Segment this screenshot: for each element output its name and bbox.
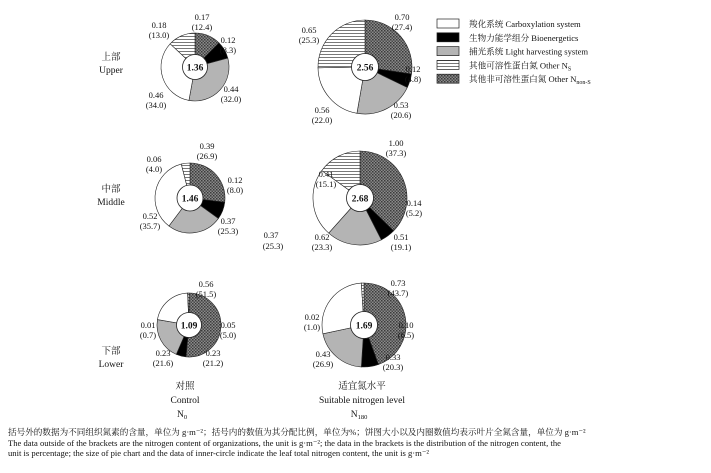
row-label-cn: 上部 <box>101 53 121 63</box>
total-nitrogen-label: 1.09 <box>180 321 198 332</box>
legend-item <box>437 73 591 86</box>
data-label-percent: (26.9) <box>312 359 334 369</box>
data-label-percent: (20.6) <box>390 110 412 120</box>
data-label-value: 0.12 <box>220 35 236 45</box>
total-nitrogen-label: 1.36 <box>186 63 204 74</box>
data-label-percent: (5.2) <box>405 208 423 218</box>
legend-swatch <box>437 19 459 28</box>
data-label-percent: (35.7) <box>139 221 161 231</box>
data-label-percent: (23.3) <box>311 242 333 252</box>
legend-label: 羧化系统 Carboxylation system <box>469 19 581 29</box>
data-label-value: 0.33 <box>385 352 401 362</box>
data-label-percent: (8.0) <box>226 185 244 195</box>
data-label-value: 0.06 <box>146 154 162 164</box>
legend-swatch <box>437 47 459 56</box>
data-label-value: 0.10 <box>398 320 414 330</box>
total-nitrogen-label: 1.69 <box>355 321 373 332</box>
legend-label: 生物力能学组分 Bioenergetics <box>469 32 579 43</box>
legend-item <box>437 32 579 43</box>
pie-middle-control <box>155 163 225 233</box>
data-label-value: 0.23 <box>155 348 171 358</box>
data-label-value: 0.56 <box>198 279 214 289</box>
data-label-percent: (25.3) <box>217 226 239 236</box>
legend-label: 其他可溶性蛋白氮 Other $N_S$ <box>469 60 572 73</box>
legend-swatch <box>437 74 459 83</box>
total-nitrogen-label: 2.68 <box>351 194 369 205</box>
row-label-cn: 中部 <box>101 185 121 195</box>
legend-swatch <box>437 33 459 42</box>
column-label-code: $N_0$ <box>176 410 188 421</box>
total-nitrogen-label: 2.56 <box>356 63 374 74</box>
data-label-percent: (1.0) <box>303 322 321 332</box>
data-label-percent: (34.0) <box>145 100 167 110</box>
caption-line-3: unit is percentage; the size of pie chart and the data of inner-circle indicate the leaf total nitrogen content, the unit is g·m⁻² <box>8 448 429 459</box>
data-label-percent: (21.6) <box>152 358 174 368</box>
row-label-en: Upper <box>99 66 123 76</box>
data-label-value: 0.01 <box>140 320 156 330</box>
data-label-percent: (4.0) <box>145 164 163 174</box>
legend-item <box>437 59 571 72</box>
column-label-cn: 适宜氮水平 <box>338 382 386 392</box>
legend <box>437 18 591 86</box>
data-label-value: 0.41 <box>318 169 334 179</box>
data-label-percent: (25.3) <box>298 35 320 45</box>
data-label-percent: (19.1) <box>390 242 412 252</box>
data-label-percent: (37.3) <box>385 148 407 158</box>
data-label-percent: (21.2) <box>202 358 224 368</box>
data-label-value: 1.00 <box>388 138 404 148</box>
legend-item <box>437 46 588 57</box>
data-label-percent: (8.3) <box>219 45 237 55</box>
column-label-cn: 对照 <box>175 382 195 392</box>
data-label-value: 0.44 <box>223 84 239 94</box>
data-label-value: 0.46 <box>148 90 164 100</box>
data-label-percent: (15.1) <box>315 179 337 189</box>
row-label-en: Middle <box>97 198 125 208</box>
data-label-value: 0.53 <box>393 100 409 110</box>
data-label-percent: (26.9) <box>196 151 218 161</box>
data-label-value: 0.70 <box>394 12 410 22</box>
data-label-percent: (43.7) <box>387 288 409 298</box>
data-label-value: 0.12 <box>405 64 421 74</box>
data-label-value: 0.65 <box>301 25 317 35</box>
row-label-en: Lower <box>98 360 124 370</box>
pie-middle-suitable <box>313 151 407 245</box>
data-label-value: 0.52 <box>142 211 158 221</box>
data-label-percent: (22.0) <box>311 115 333 125</box>
data-label-percent: (32.0) <box>220 94 242 104</box>
data-label-percent: (13.0) <box>148 30 170 40</box>
figure-caption <box>8 427 706 459</box>
pie-upper-control <box>161 33 229 101</box>
data-label-percent: (25.3) <box>262 241 284 251</box>
data-label-value: 0.23 <box>205 348 221 358</box>
data-label-percent: (6.5) <box>397 330 415 340</box>
data-label-value: 0.12 <box>227 175 243 185</box>
data-label-percent: (20.3) <box>382 362 404 372</box>
data-label-value: 0.51 <box>393 232 409 242</box>
data-label-value: 0.43 <box>315 349 331 359</box>
column-label-en: Suitable nitrogen level <box>318 396 406 406</box>
data-label-value: 0.73 <box>390 278 406 288</box>
data-label-value: 0.17 <box>194 12 210 22</box>
data-label-percent: (12.4) <box>191 22 213 32</box>
data-label-value: 0.14 <box>406 198 422 208</box>
caption-line-2: The data outside of the brackets are the nitrogen content of organizations, the unit is g·m⁻²; the data in the brackets is the distribution of the nitrogen content, the <box>8 437 561 448</box>
data-label-percent: (27.4) <box>391 22 413 32</box>
data-label-percent: (51.5) <box>195 289 217 299</box>
data-label-value: 0.02 <box>304 312 320 322</box>
caption-line-1: 括号外的数据为不同组织氮素的含量，单位为 g·m⁻²；括号内的数值为其分配比例，单位为%；饼图大小以及内圈数值均表示叶片全氮含量，单位为 g·m⁻² <box>8 427 586 437</box>
legend-item <box>437 18 581 29</box>
data-label-percent: (5.0) <box>219 330 237 340</box>
legend-label: 捕光系统 Light harvesting system <box>469 46 589 57</box>
data-label-value: 0.37 <box>263 230 279 240</box>
data-label-percent: (4.8) <box>404 74 422 84</box>
legend-swatch <box>437 60 459 69</box>
data-label-value: 0.39 <box>199 141 215 151</box>
data-label-value: 0.18 <box>151 20 167 30</box>
data-label-value: 0.05 <box>220 320 236 330</box>
column-label-en: Control <box>170 396 200 406</box>
legend-label: 其他非可溶性蛋白氮 Other $N_{non-S}$ <box>469 74 591 87</box>
row-label-cn: 下部 <box>101 347 121 357</box>
total-nitrogen-label: 1.46 <box>181 194 199 205</box>
data-label-value: 0.62 <box>314 232 330 242</box>
data-label-value: 0.37 <box>220 216 236 226</box>
data-label-value: 0.56 <box>314 105 330 115</box>
column-label-code: $N_{180}$ <box>350 410 368 421</box>
data-label-percent: (0.7) <box>139 330 157 340</box>
